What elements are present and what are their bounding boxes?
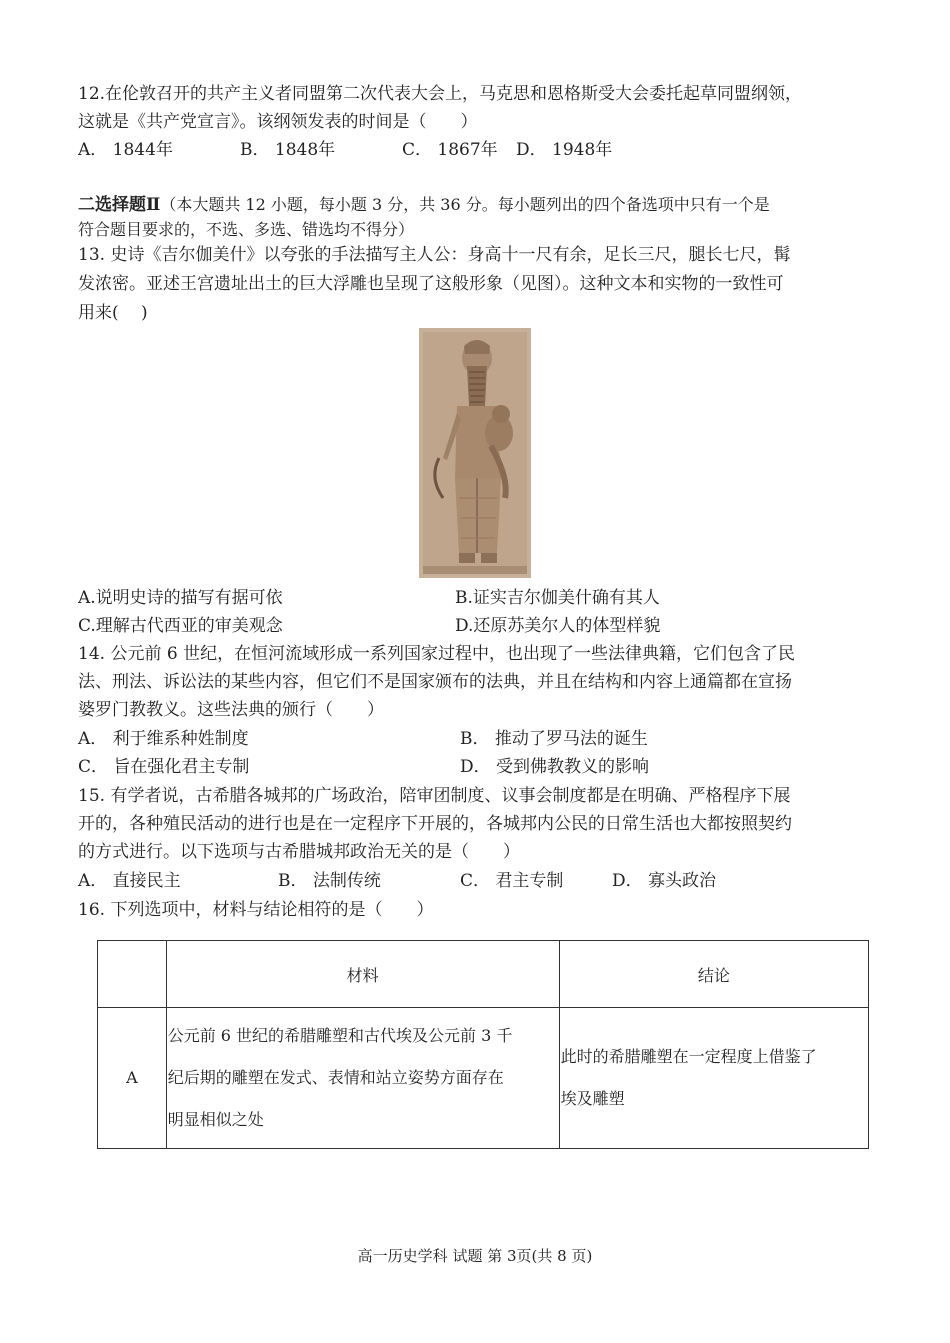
row-label: A (98, 1008, 167, 1149)
q16-table (97, 940, 869, 1149)
conclusion-line: 埃及雕塑 (560, 1089, 625, 1108)
q14-stem-line3: 婆罗门教教义。这些法典的颁行（ ） (78, 700, 384, 720)
q13-stem-line2: 发浓密。亚述王宫遗址出土的巨大浮雕也呈现了这般形象（见图）。这种文本和实物的一致性可 (78, 274, 784, 294)
section-2-description-line2: 符合题目要求的，不选、多选、错选均不得分） (78, 220, 415, 239)
q13-option-c: C.理解古代西亚的审美观念 (78, 616, 283, 636)
q15-option-a: A． 直接民主 (78, 871, 181, 891)
q12-option-d: D． 1948年 (516, 140, 613, 160)
q15-option-c: C． 君主专制 (460, 871, 564, 891)
material-line: 明显相似之处 (167, 1110, 264, 1129)
table-header-empty (98, 941, 167, 1008)
q12-option-a: A． 1844年 (78, 140, 173, 160)
q13-stem-line1: 13. 史诗《吉尔伽美什》以夸张的手法描写主人公：身高十一尺有余，足长三尺，腿长七尺，髯 (78, 245, 791, 265)
q15-option-b: B． 法制传统 (278, 871, 381, 891)
material-line: 公元前 6 世纪的希腊雕塑和古代埃及公元前 3 千 (167, 1026, 513, 1045)
q14-option-b: B． 推动了罗马法的诞生 (460, 729, 648, 749)
section-2-description: （本大题共 12 小题，每小题 3 分，共 36 分。每小题列出的四个备选项中只有一个是 (160, 195, 770, 214)
q12-stem-line1: 12.在伦敦召开的共产主义者同盟第二次代表大会上，马克思和恩格斯受大会委托起草同盟纲领， (78, 84, 803, 104)
q15-stem-line1: 15. 有学者说，古希腊各城邦的广场政治，陪审团制度、议事会制度都是在明确、严格程序下展 (78, 786, 791, 806)
q15-stem-line2: 开的，各种殖民活动的进行也是在一定程序下开展的，各城邦内公民的日常生活也大都按照契约 (78, 814, 792, 834)
row-material (166, 1008, 559, 1149)
table-row (98, 1008, 869, 1149)
q13-option-b: B.证实吉尔伽美什确有其人 (455, 588, 660, 608)
row-conclusion (559, 1008, 868, 1149)
gilgamesh-relief-image (419, 328, 531, 578)
q14-option-d: D． 受到佛教教义的影响 (460, 757, 650, 777)
page-footer: 高一历史学科 试题 第 3页(共 8 页) (357, 1247, 593, 1265)
q13-option-a: A.说明史诗的描写有据可依 (78, 588, 283, 608)
q14-option-a: A． 利于维系种姓制度 (78, 729, 249, 749)
table-header-conclusion: 结论 (559, 941, 868, 1008)
section-2-title: 二选择题Ⅱ (78, 195, 161, 215)
section-2-header (78, 191, 770, 219)
q15-stem-line3: 的方式进行。以下选项与古希腊城邦政治无关的是（ ） (78, 842, 520, 862)
q14-stem-line1: 14. 公元前 6 世纪，在恒河流域形成一系列国家过程中，也出现了一些法律典籍，它们包含了民 (78, 644, 796, 664)
table-header-row (98, 941, 869, 1008)
conclusion-line: 此时的希腊雕塑在一定程度上借鉴了 (560, 1047, 817, 1066)
material-line: 纪后期的雕塑在发式、表情和站立姿势方面存在 (167, 1068, 504, 1087)
q12-option-c: C． 1867年 (402, 140, 498, 160)
q14-stem-line2: 法、刑法、诉讼法的某些内容，但它们不是国家颁布的法典，并且在结构和内容上通篇都在宣扬 (78, 672, 792, 692)
q14-option-c: C． 旨在强化君主专制 (78, 757, 250, 777)
q15-option-d: D． 寡头政治 (612, 871, 717, 891)
q13-stem-line3: 用来( ) (78, 303, 148, 323)
q12-stem-line2: 这就是《共产党宣言》。该纲领发表的时间是（ ） (78, 112, 478, 132)
table-header-material: 材料 (166, 941, 559, 1008)
q12-option-b: B． 1848年 (240, 140, 336, 160)
q16-stem: 16. 下列选项中，材料与结论相符的是（ ） (78, 900, 434, 920)
q13-option-d: D.还原苏美尔人的体型样貌 (455, 616, 661, 636)
